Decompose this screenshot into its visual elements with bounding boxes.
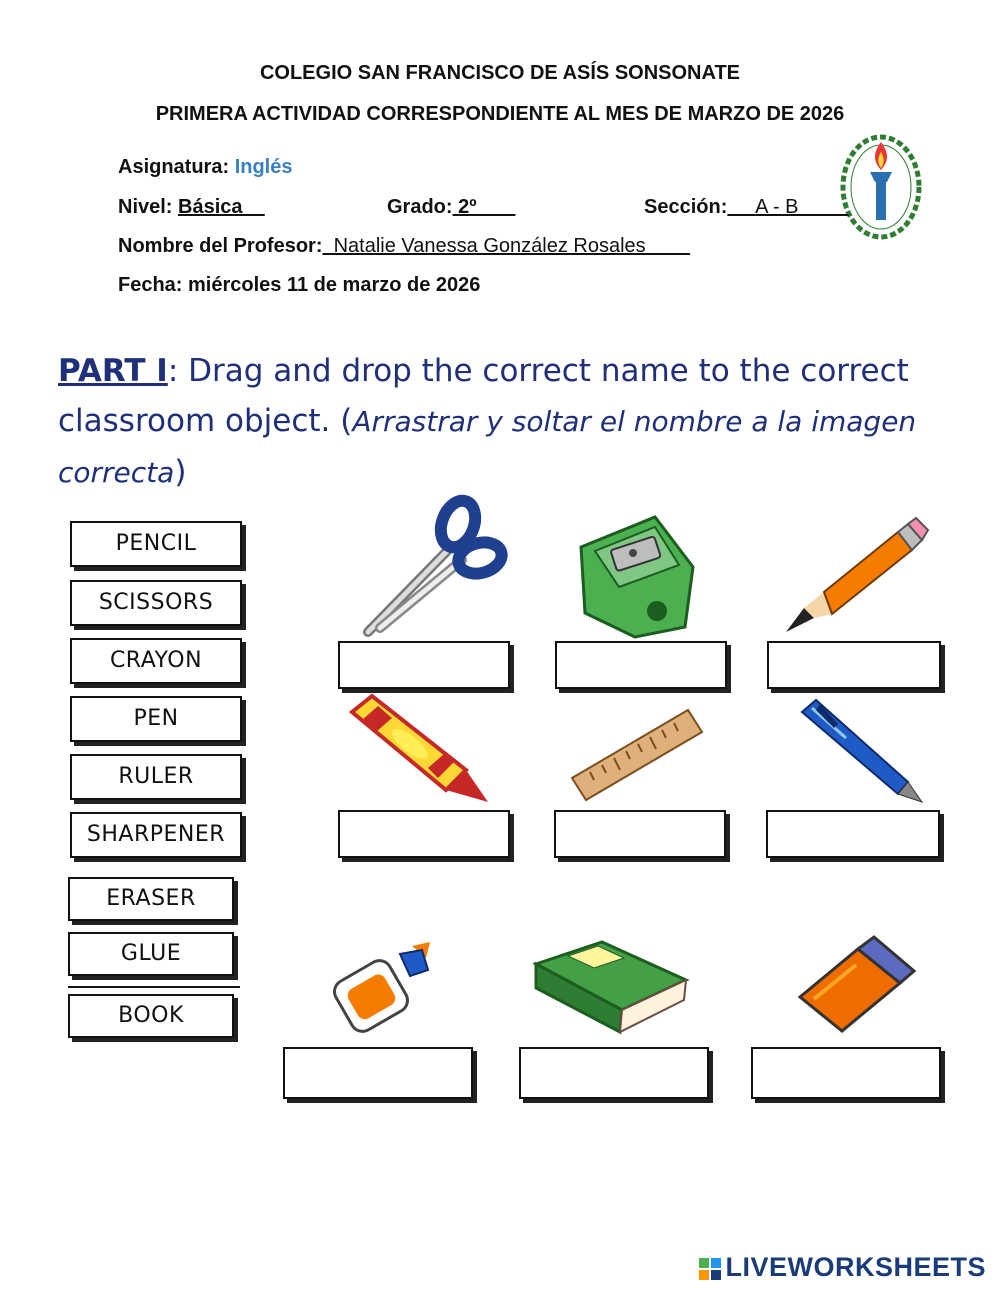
drop-box-crayon[interactable] xyxy=(338,810,510,858)
word-glue[interactable]: GLUE xyxy=(68,932,234,976)
subject-value: Inglés xyxy=(234,156,293,178)
word-book[interactable]: BOOK xyxy=(68,994,234,1038)
word-pencil[interactable]: PENCIL xyxy=(70,521,242,567)
eraser-icon xyxy=(796,935,916,1035)
drop-box-pen[interactable] xyxy=(766,810,940,858)
subject-line xyxy=(118,156,292,179)
instructions xyxy=(58,346,938,498)
drop-box-sharpener[interactable] xyxy=(555,641,727,689)
brand-name: LIVEWORKSHEETS xyxy=(725,1252,986,1282)
teacher-value: Natalie Vanessa González Rosales xyxy=(333,235,646,257)
crayon-icon xyxy=(348,694,493,806)
word-pen[interactable]: PEN xyxy=(70,696,242,742)
section-label: Sección: xyxy=(644,196,728,218)
drop-box-book[interactable] xyxy=(519,1047,709,1099)
grade-label: Grado: xyxy=(387,196,453,218)
drop-box-pencil[interactable] xyxy=(767,641,941,689)
instructions-text: : Drag and drop the correct name to the correct classroom object. ( xyxy=(58,353,909,439)
subject-label: Asignatura: xyxy=(118,156,230,178)
scissors-icon xyxy=(350,500,510,640)
grade-value: 2º xyxy=(458,196,477,218)
pencil-icon xyxy=(780,518,930,638)
word-eraser[interactable]: ERASER xyxy=(68,877,234,921)
word-ruler[interactable]: RULER xyxy=(70,754,242,800)
grade-line xyxy=(387,196,515,219)
level-label: Nivel: xyxy=(118,196,173,218)
level-value: Básica xyxy=(178,196,243,218)
school-name: COLEGIO SAN FRANCISCO DE ASÍS SONSONATE xyxy=(259,62,741,84)
brand-icon xyxy=(699,1258,721,1280)
divider-line xyxy=(68,986,240,988)
drop-box-scissors[interactable] xyxy=(338,641,510,689)
sharpener-icon xyxy=(575,515,700,640)
pen-icon xyxy=(798,698,928,806)
date-line: Fecha: miércoles 11 de marzo de 2026 xyxy=(118,274,481,296)
level-line xyxy=(118,196,265,219)
book-icon xyxy=(532,940,690,1036)
instructions-close: ) xyxy=(174,454,187,490)
word-crayon[interactable]: CRAYON xyxy=(70,638,242,684)
word-sharpener[interactable]: SHARPENER xyxy=(70,812,242,858)
drop-box-ruler[interactable] xyxy=(554,810,726,858)
section-value: A - B xyxy=(755,196,799,218)
word-scissors[interactable]: SCISSORS xyxy=(70,580,242,626)
drop-box-eraser[interactable] xyxy=(751,1047,941,1099)
activity-title: PRIMERA ACTIVIDAD CORRESPONDIENTE AL MES DE MARZO DE 2026 xyxy=(155,103,845,125)
drop-box-glue[interactable] xyxy=(283,1047,473,1099)
teacher-label: Nombre del Profesor: xyxy=(118,235,323,257)
school-seal-icon xyxy=(838,132,924,242)
part-label: PART I xyxy=(58,353,168,389)
section-line xyxy=(644,196,849,219)
instructions-spanish: Arrastrar y soltar el nombre a la imagen correcta xyxy=(58,405,917,489)
ruler-icon xyxy=(570,706,705,804)
teacher-line xyxy=(118,235,690,258)
glue-icon xyxy=(330,942,440,1036)
brand-logo xyxy=(699,1252,986,1283)
